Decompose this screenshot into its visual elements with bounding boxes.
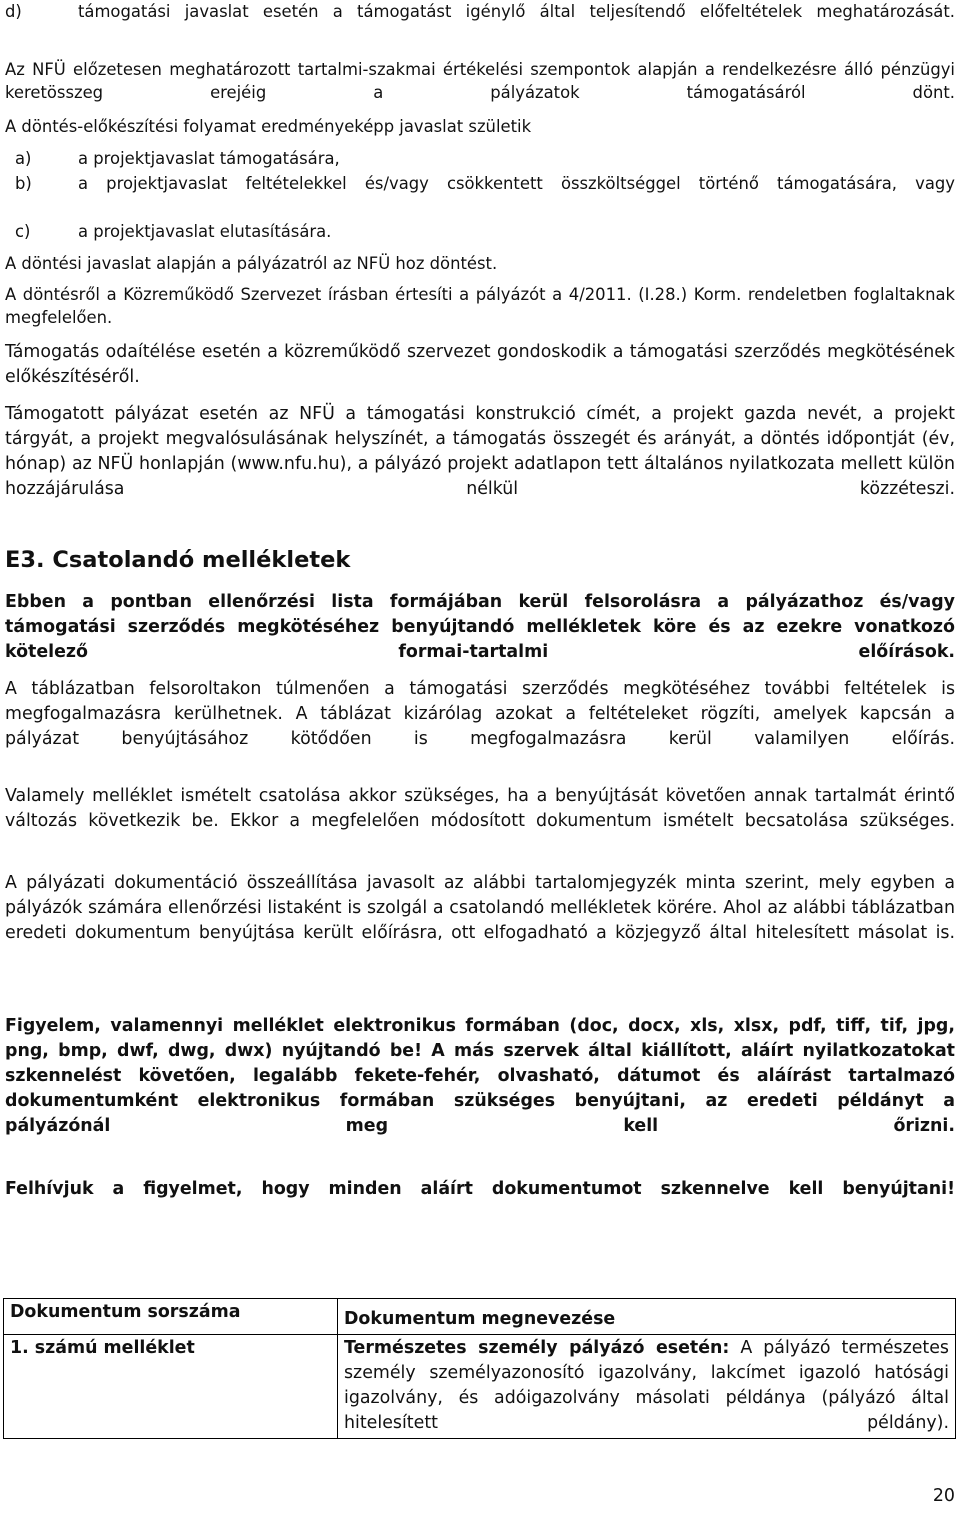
list-item-text: a projektjavaslat támogatására, — [78, 149, 340, 168]
list-marker: a) — [15, 149, 32, 168]
paragraph-publish: Támogatott pályázat esetén az NFÜ a támogatási konstrukció címét, a projekt gazda nevét, a projekt tárgyát, a projekt megvalósulásának helyszínét, a támogatás összegét és arányát, a döntés időpontját (év, hónap) az NFÜ honlapján (www.nfu.hu), a pályázó projekt adatlapon tett általános nyilatkozata mellett külön hozzájárulása nélkül közzéteszi. — [5, 404, 955, 499]
table-header-cell: Dokumentum megnevezése — [338, 1299, 956, 1335]
list-item-a — [5, 147, 955, 170]
table-cell-name — [338, 1335, 956, 1439]
list-item-d — [5, 0, 955, 23]
paragraph-attention: Figyelem, valamennyi melléklet elektronikus formában (doc, docx, xls, xlsx, pdf, tiff, tif, jpg, png, bmp, dwf, dwg, dwx) nyújtandó be! A más szervek által kiállított, aláírt nyilatkozatokat szkennelést követően, legalább fekete-fehér, olvasható, dátumot és aláírást tartalmazó dokumentumként elektronikus formában szükséges benyújtani, az eredeti példányt a pályázónál meg kell őrizni. — [5, 1016, 955, 1136]
paragraph-scan: Felhívjuk a figyelmet, hogy minden aláírt dokumentumot szkennelve kell benyújtani! — [5, 1179, 955, 1199]
attachments-table — [3, 1298, 956, 1439]
table-header-row — [4, 1299, 956, 1335]
paragraph-nfu-decides: Az NFÜ előzetesen meghatározott tartalmi-szakmai értékelési szempontok alapján a rendelkezésre álló pénzügyi keretösszeg erejéig a pályázatok támogatásáról dönt. — [5, 60, 955, 102]
paragraph-bold-intro: Ebben a pontban ellenőrzési lista formájában kerül felsorolásra a pályázathoz és/vagy támogatási szerződés megkötéséhez benyújtandó mellékletek köre és az ezekre vonatkozó kötelező formai-tartalmi előírások. — [5, 592, 955, 662]
paragraph-decision: A döntési javaslat alapján a pályázatról az NFÜ hoz döntést. — [5, 254, 498, 273]
table-cell-number: 1. számú melléklet — [4, 1335, 338, 1439]
paragraph-table-beyond: A táblázatban felsoroltakon túlmenően a támogatási szerződés megkötéséhez további feltételek is megfogalmazásra kerülhetnek. A táblázat kizárólag azokat a feltételeket rögzíti, amelyek kapcsán a pályázat benyújtásához kötődően is megfogalmazásra kerül valamilyen előírás. — [5, 679, 955, 749]
paragraph-contract: Támogatás odaítélése esetén a közreműködő szervezet gondoskodik a támogatási szerződés megkötésének előkészítéséről. — [5, 342, 955, 387]
table-cell-name-rest: A pályázó természetes személy személyazonosító igazolvány, lakcímet igazoló hatósági igazolvány, és adóigazolvány másolati példánya (pályázó által hitelesített példány). — [344, 1338, 949, 1433]
paragraph-reattach: Valamely melléklet ismételt csatolása akkor szükséges, ha a benyújtását követően annak tartalmát érintő változás következik be. Ekkor a megfelelően módosított dokumentum ismételt becsatolása szükséges. — [5, 786, 955, 831]
table-cell-name-bold: Természetes személy pályázó esetén: — [344, 1338, 730, 1358]
list-item-c — [5, 220, 955, 243]
list-item-text: a projektjavaslat feltételekkel és/vagy csökkentett összköltséggel történő támogatására, vagy — [78, 174, 955, 193]
list-marker: b) — [15, 174, 32, 193]
list-item-text: a projektjavaslat elutasítására. — [78, 222, 332, 241]
table-row — [4, 1335, 956, 1439]
list-item-text: támogatási javaslat esetén a támogatást igénylő által teljesítendő előfeltételek meghatározását. — [78, 2, 955, 21]
list-marker: d) — [5, 2, 22, 21]
paragraph-docs-order: A pályázati dokumentáció összeállítása javasolt az alábbi tartalomjegyzék minta szerint, mely egyben a pályázók számára ellenőrzési listaként is szolgál a csatolandó mellékletek körére. Ahol az alábbi táblázatban eredeti dokumentum benyújtása került előírásra, ott elfogadható a közjegyző által hitelesített másolat is. — [5, 873, 955, 943]
paragraph-notify: A döntésről a Közreműködő Szervezet írásban értesíti a pályázót a 4/2011. (I.28.) Korm. rendeletben foglaltaknak megfelelően. — [5, 285, 955, 327]
paragraph-prep-result: A döntés-előkészítési folyamat eredményeképp javaslat születik — [5, 117, 532, 136]
list-item-b — [5, 172, 955, 195]
page-number: 20 — [932, 1486, 955, 1506]
list-marker: c) — [15, 222, 31, 241]
table-header-cell: Dokumentum sorszáma — [4, 1299, 338, 1335]
section-title: E3. Csatolandó mellékletek — [5, 547, 351, 573]
